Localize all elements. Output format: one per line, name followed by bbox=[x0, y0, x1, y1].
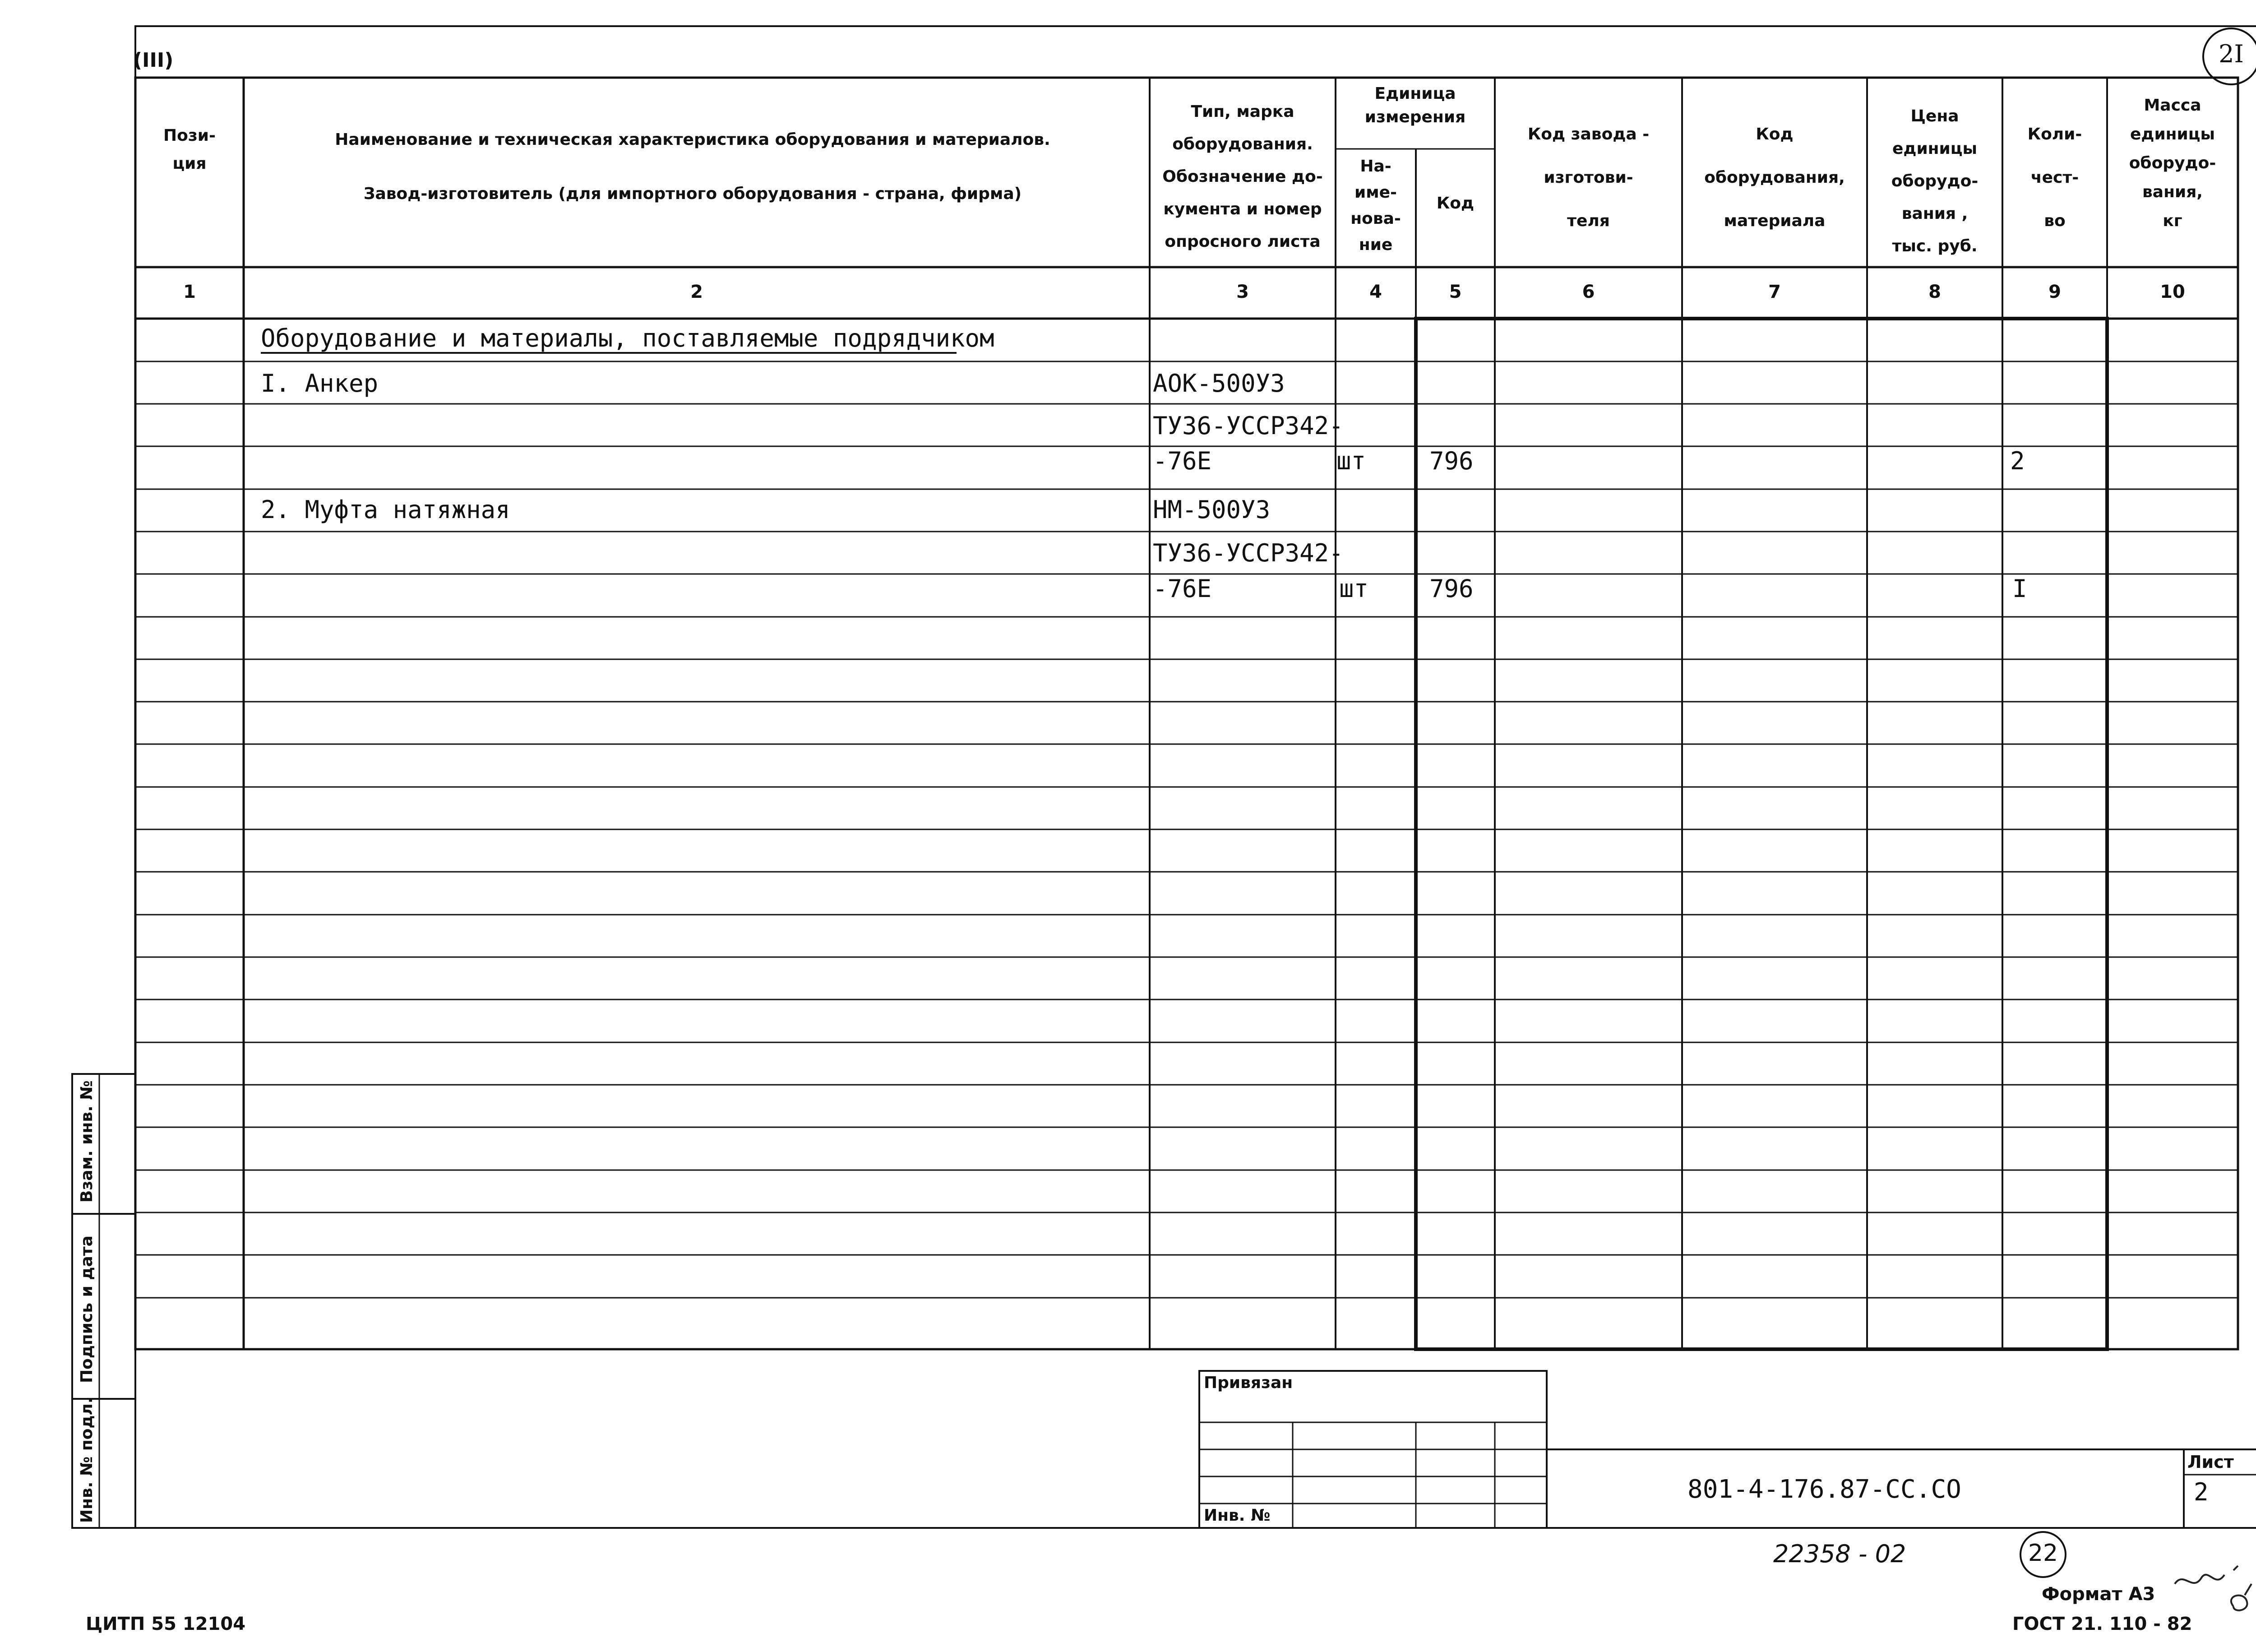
handwritten-signature bbox=[2166, 1552, 2256, 1620]
row-type: ТУ36-УССР342- bbox=[1153, 539, 1344, 567]
stamp-inv-original: Инв. № подл. bbox=[78, 1397, 96, 1523]
col-number: 5 bbox=[1449, 282, 1462, 302]
header-mass: Масса единицы оборудо- вания, кг bbox=[2129, 96, 2216, 230]
circle-number: 22 bbox=[2028, 1540, 2058, 1567]
row-quantity: I bbox=[2012, 574, 2027, 603]
sheet-label: Лист bbox=[2187, 1452, 2234, 1472]
row-type: НМ-500УЗ bbox=[1153, 495, 1271, 524]
col-number: 4 bbox=[1369, 282, 1382, 302]
header-equipment-code: Код оборудования, материала bbox=[1704, 125, 1845, 230]
header-unit-group: Единица измерения bbox=[1364, 84, 1466, 126]
row-type: АОК-500УЗ bbox=[1153, 369, 1285, 398]
col-number: 3 bbox=[1236, 282, 1249, 302]
sheet-number: 2 bbox=[2194, 1478, 2209, 1506]
row-type: ТУ36-УССР342- bbox=[1153, 412, 1344, 440]
header-unit-code: Код bbox=[1436, 194, 1475, 213]
col-number: 2 bbox=[690, 282, 703, 302]
row-code: 796 bbox=[1429, 447, 1474, 475]
row-unit: шт bbox=[1336, 447, 1366, 475]
privyazan-label: Привязан bbox=[1204, 1374, 1293, 1392]
col-number: 1 bbox=[183, 282, 196, 302]
header-factory-code: Код завода - изготови- теля bbox=[1527, 125, 1650, 230]
row-quantity: 2 bbox=[2010, 447, 2025, 475]
row-type: -76Е bbox=[1153, 447, 1212, 475]
stamp-signature-date: Подпись и дата bbox=[78, 1236, 96, 1383]
document-code: 801-4-176.87-СС.СО bbox=[1687, 1475, 1961, 1504]
header-quantity: Коли- чест- во bbox=[2027, 125, 2082, 230]
stamp-number: 22358 - 02 bbox=[1773, 1540, 1906, 1568]
header-position: Пози- ция bbox=[163, 126, 216, 173]
header-price: Цена единицы оборудо- вания , тыс. руб. bbox=[1891, 107, 1979, 255]
header-name: Наименование и техническая характеристика оборудования и материалов. Завод-изготовитель (для импортного оборудования - страна, фирма) bbox=[335, 130, 1050, 203]
inv-number-label: Инв. № bbox=[1204, 1506, 1271, 1525]
col-number: 8 bbox=[1928, 282, 1941, 302]
row-type: -76Е bbox=[1153, 574, 1212, 603]
col-number: 6 bbox=[1582, 282, 1595, 302]
format-label: Формат А3 bbox=[2042, 1584, 2155, 1605]
col-number: 7 bbox=[1768, 282, 1781, 302]
header-unit-name: На- име- нова- ние bbox=[1350, 157, 1401, 254]
row-unit: шт bbox=[1339, 574, 1369, 603]
row-name: I. Анкер bbox=[261, 369, 379, 398]
sheet-mark: (III) bbox=[133, 49, 174, 72]
stamp-vzam-inv: Взам. инв. № bbox=[78, 1080, 96, 1203]
col-number: 10 bbox=[2160, 282, 2185, 302]
col-number: 9 bbox=[2048, 282, 2061, 302]
page-number-circle: 2I bbox=[2219, 40, 2244, 68]
row-name: 2. Муфта натяжная bbox=[261, 495, 510, 524]
footer-right: ГОСТ 21. 110 - 82 bbox=[2012, 1614, 2192, 1634]
header-type: Тип, марка оборудования. Обозначение до- кумента и номер опросного листа bbox=[1162, 102, 1323, 251]
section-title: Оборудование и материалы, поставляемые подрядчиком bbox=[261, 324, 994, 352]
row-code: 796 bbox=[1429, 574, 1474, 603]
footer-left: ЦИТП 55 12104 bbox=[86, 1614, 246, 1634]
